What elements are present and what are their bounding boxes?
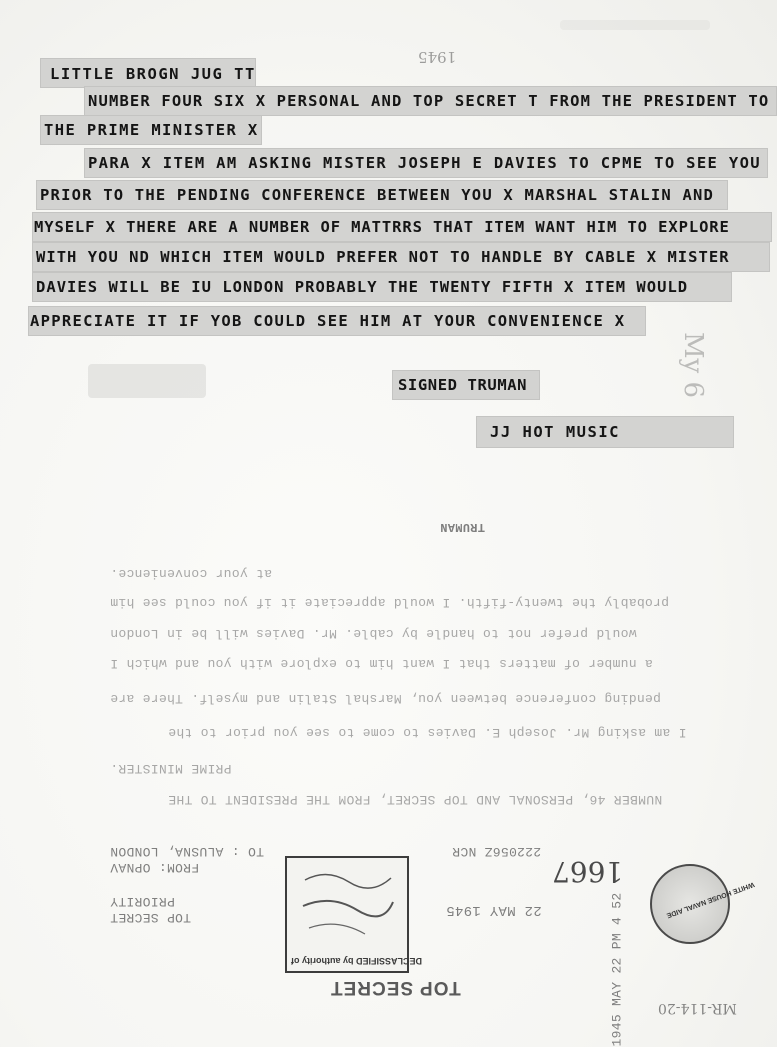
telegram-line-7: DAVIES WILL BE IU LONDON PROBABLY THE TWENTY FIFTH X ITEM WOULD [36, 278, 689, 296]
telegram-footer: JJ HOT MUSIC [490, 423, 620, 441]
handwritten-reference: MR-114-20 [658, 1000, 737, 1016]
ghost-line: pending conference between you, Marshal Stalin and myself. There are [110, 691, 661, 706]
ghost-signature: TRUMAN [440, 520, 486, 534]
ghost-to-field: TO : ALUSNA, LONDON [110, 844, 264, 859]
telegram-line-5: MYSELF X THERE ARE A NUMBER OF MATTRRS THAT ITEM WANT HIM TO EXPLORE [34, 218, 730, 236]
ghost-date: 22 MAY 1945 [446, 902, 542, 918]
handwritten-side-note: My 6 [678, 331, 709, 399]
ghost-line: NUMBER 46, PERSONAL AND TOP SECRET, FROM THE PRESIDENT TO THE [168, 792, 663, 807]
stamp-scribble [287, 858, 407, 971]
ghost-line: at your convenience. [110, 566, 273, 581]
telegram-line-6: WITH YOU ND WHICH ITEM WOULD PREFER NOT TO HANDLE BY CABLE X MISTER [36, 248, 730, 266]
smudge-mark [560, 20, 710, 30]
seal-text: WHITE HOUSE NAVAL AIDE [665, 880, 756, 919]
telegram-header: LITTLE BROGN JUG TT [50, 65, 256, 83]
ghost-line: would prefer not to handle by cable. Mr. Davies will be in London [110, 626, 637, 641]
ghost-classification: TOP SECRET [110, 910, 192, 925]
ghost-line: I am asking Mr. Joseph E. Davies to come to see you prior to the [168, 725, 687, 740]
top-secret-stamp: TOP SECRET [330, 977, 461, 998]
telegram-line-3: PARA X ITEM AM ASKING MISTER JOSEPH E DAVIES TO CPME TO SEE YOU [88, 154, 761, 172]
handwritten-number: 1667 [552, 855, 624, 888]
ghost-received-stamp: 1945 MAY 22 PM 4 52 [609, 892, 625, 1047]
ghost-line: probably the twenty-fifth. I would appreciate it if you could see him [110, 595, 669, 610]
ghost-priority: PRIORITY [110, 894, 175, 909]
declassified-label: DECLASSIFIED by authority of [291, 956, 423, 966]
telegram-line-4: PRIOR TO THE PENDING CONFERENCE BETWEEN YOU X MARSHAL STALIN AND [40, 186, 715, 204]
telegram-line-1: NUMBER FOUR SIX X PERSONAL AND TOP SECRET T FROM THE PRESIDENT TO [88, 92, 770, 110]
telegram-signature: SIGNED TRUMAN [398, 376, 528, 394]
handwritten-year: 1945 [418, 48, 457, 66]
telegram-line-2: THE PRIME MINISTER X [44, 121, 259, 139]
ghost-line: PRIME MINISTER. [110, 761, 232, 776]
ghost-line: a number of matters that I want him to explore with you and which I [110, 656, 653, 671]
ghost-from-field: FROM: OPNAV [110, 860, 200, 875]
telegram-line-8: APPRECIATE IT IF YOB COULD SEE HIM AT YOUR CONVENIENCE X [30, 312, 626, 330]
ghost-dtg: 222056Z NCR [452, 844, 542, 859]
smudge-mark [88, 364, 206, 398]
